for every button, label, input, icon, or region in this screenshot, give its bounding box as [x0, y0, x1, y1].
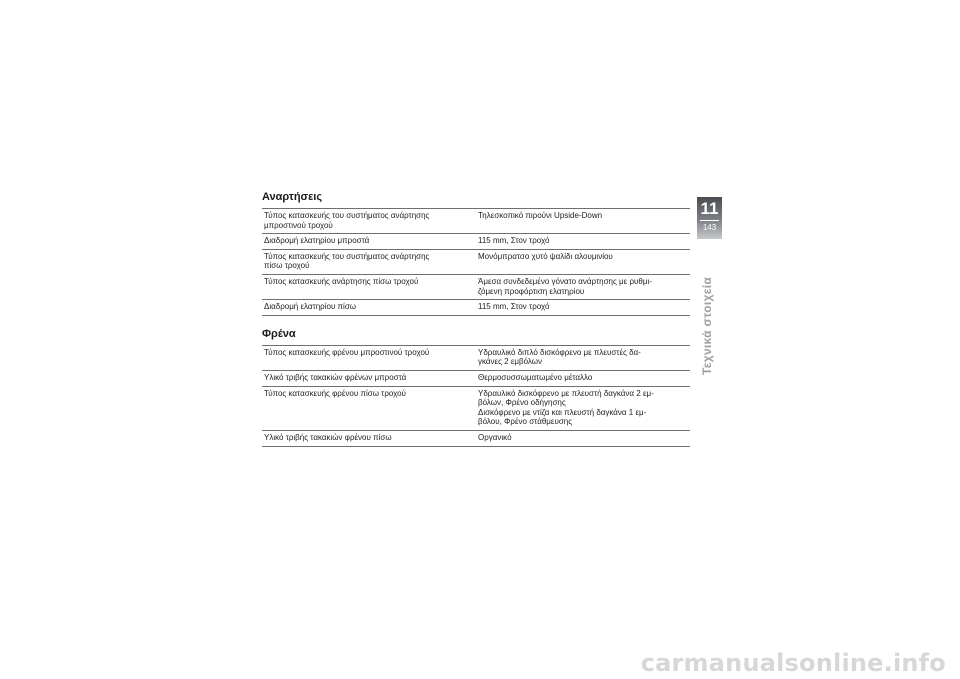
spec-value: Υδραυλικό διπλό δισκόφρενο με πλευστές δα- γκάνες 2 εμβόλων [478, 347, 641, 367]
spec-value: Άμεσα συνδεδεμένο γόνατο ανάρτησης με ρυθμι- ζόμενη προφόρτιση ελατηρίου [478, 276, 652, 296]
spec-value: 115 mm, Στον τροχό [478, 236, 550, 246]
suspension-table [262, 208, 690, 316]
spec-label: Τύπος κατασκευής φρένου μπροστινού τροχού [264, 347, 430, 357]
brakes-table [262, 345, 690, 447]
table-row [262, 274, 690, 299]
spec-label: Τύπος κατασκευής φρένου πίσω τροχού [264, 388, 406, 398]
table-row [262, 249, 690, 274]
section-title-brakes: Φρένα [262, 327, 296, 340]
spec-label: Υλικό τριβής τακακιών φρένου πίσω [264, 432, 392, 442]
spec-label: Υλικό τριβής τακακιών φρένων μπροστά [264, 372, 407, 382]
table-row [262, 386, 690, 430]
watermark: carmanualsonline.info [640, 649, 946, 677]
chapter-tab [697, 197, 722, 239]
spec-value: Τηλεσκοπικό πιρούνι Upside-Down [478, 211, 603, 220]
spec-value: Υδραυλικό δισκόφρενο με πλευστή δαγκάνα 2 εμ- βόλων, Φρένο οδήγησης Δισκόφρενο με ντίζα και πλευστή δαγκάνα 1 εμ- βόλου, Φρένο στάθμευσης [478, 388, 654, 427]
spec-value: 115 mm, Στον τροχό [478, 302, 550, 312]
table-row [262, 209, 690, 234]
page-number: 143 [702, 223, 717, 232]
table-row [262, 430, 690, 446]
table-row [262, 300, 690, 316]
chapter-number: 11 [700, 199, 719, 218]
table-row [262, 370, 690, 386]
spec-label: Διαδρομή ελατηρίου πίσω [264, 302, 357, 312]
spec-label: Τύπος κατασκευής του συστήματος ανάρτησης μπροστινού τροχού [264, 211, 430, 230]
spec-value: Οργανικό [478, 432, 512, 442]
section-title-suspension: Αναρτήσεις [262, 191, 323, 203]
spec-value: Θερμοσυσσωματωμένο μέταλλο [478, 372, 593, 382]
table-row [262, 234, 690, 250]
spec-value: Μονόμπρατσο χυτό ψαλίδι αλουμινίου [478, 251, 613, 261]
spec-label: Τύπος κατασκευής του συστήματος ανάρτησης πίσω τροχού [264, 251, 430, 271]
spec-content [262, 190, 692, 447]
spec-label: Διαδρομή ελατηρίου μπροστά [264, 236, 370, 246]
chapter-divider [700, 220, 719, 221]
spec-label: Τύπος κατασκευής ανάρτησης πίσω τροχού [264, 276, 419, 286]
chapter-side-title: Τεχνικά στοιχεία [700, 276, 714, 375]
table-row [262, 345, 690, 370]
